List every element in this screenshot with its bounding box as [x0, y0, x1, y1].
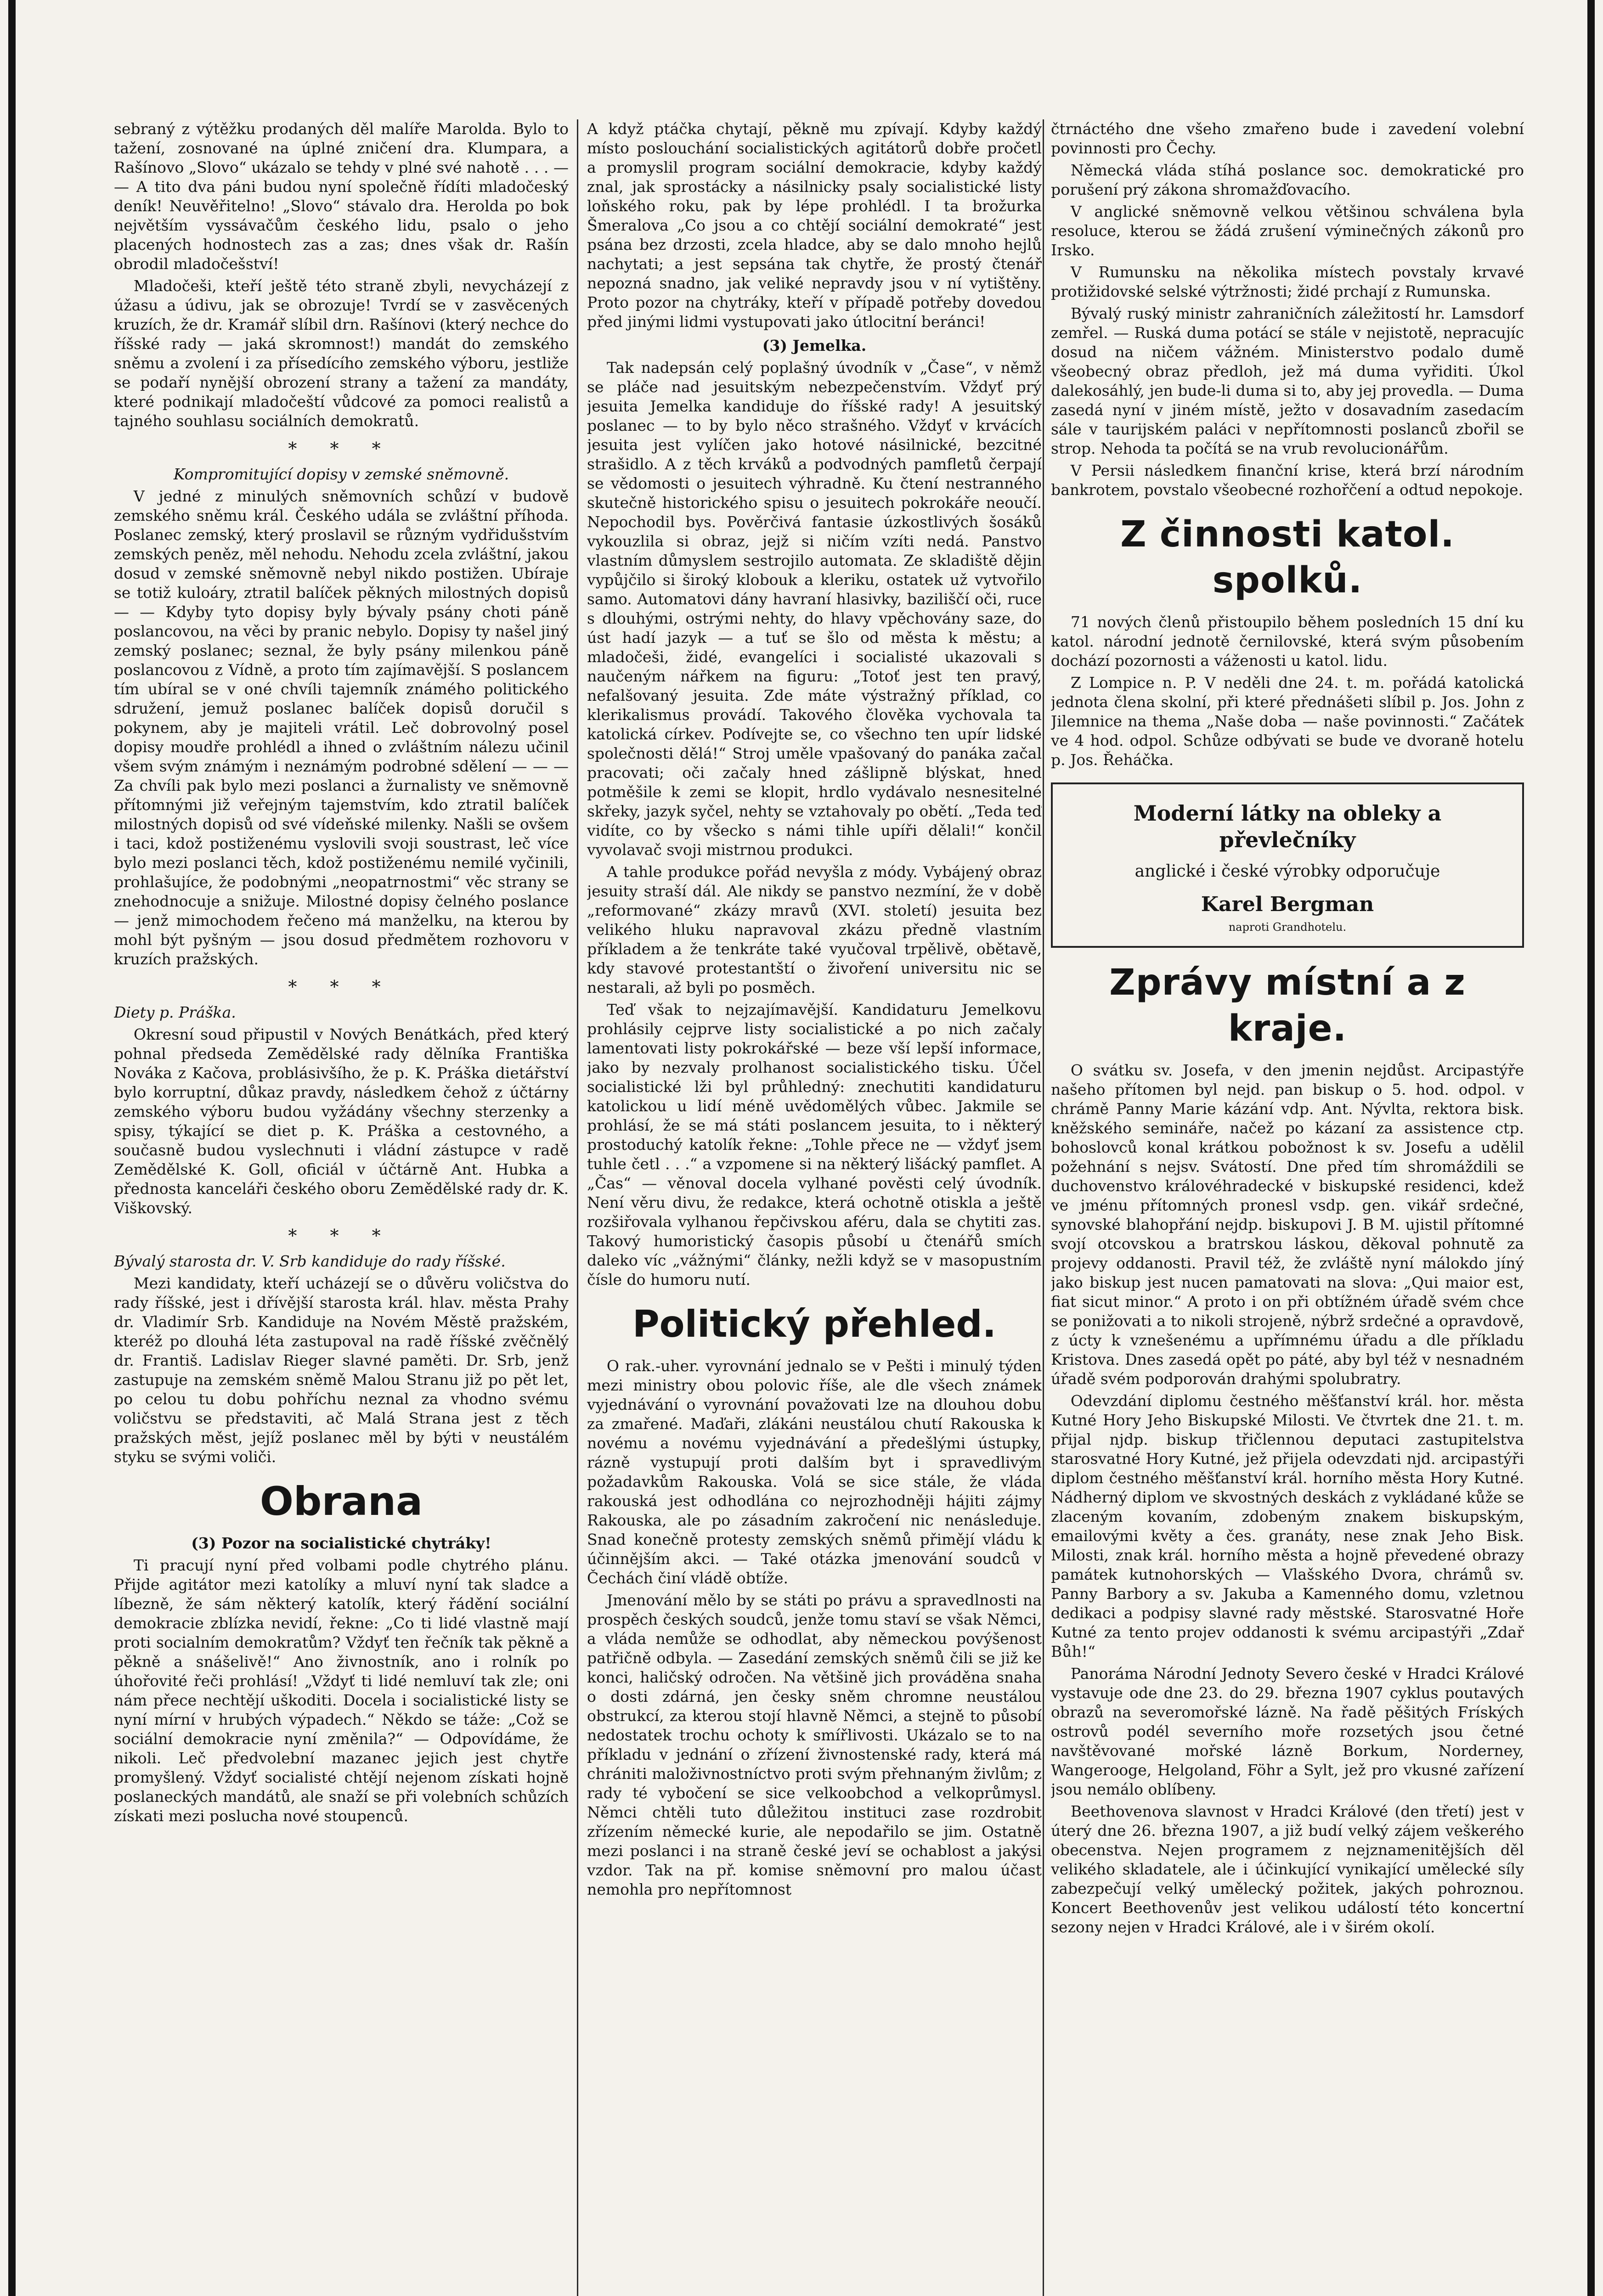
right-binding-edge [1587, 0, 1595, 2296]
article-paragraph: čtrnáctého dne všeho zmařeno bude i zavedení volební povinnosti pro Čechy. [1051, 120, 1524, 157]
story-title: Diety p. Práška. [114, 1003, 236, 1021]
column-rule-2 [1043, 119, 1044, 2296]
section-heading-cinnosti: Z činnosti katol. spolků. [1120, 514, 1455, 601]
section-heading-obrana: Obrana [260, 1479, 423, 1525]
article-paragraph: Mladočeši, kteří ještě této straně zbyli, nevycházejí z úžasu a údivu, jak se obrozuje! Tvrdí se v zasvěcených kruzích, že dr. Kramář slíbil drn. Rašínovi (který nechce do říšské rady — jaká skromnost!) mandát do zemského sněmu a zvolení i za přísedícího zemského výboru, jestliže se podaří nynější obrození strany a tažení za mandáty, které podnikají mladočeští vůdcové za pomoci realistů a tajného souhlasu sociálních demokratů. [114, 277, 569, 430]
story-title: (3) Pozor na socialistické chytráky! [191, 1534, 491, 1552]
column-rule-1 [577, 119, 578, 2296]
section-heading-politicky: Politický přehled. [632, 1303, 996, 1345]
story-title: Kompromitující dopisy v zemské sněmovně. [173, 465, 509, 483]
column-2 [587, 119, 1042, 2296]
article-paragraph: Z Lompice n. P. V neděli dne 24. t. m. pořádá katolická jednota člena skolní, při které přednášeti slíbil p. Jos. John z Jilemnice na thema „Naše doba — naše povinnosti.“ Začátek ve 4 hod. odpol. Schůze odbývati se bude ve dvoraně hotelu p. Jos. Řeháčka. [1051, 674, 1524, 769]
advertisement-box [1051, 782, 1524, 948]
article-paragraph: V anglické sněmovně velkou většinou schválena byla resoluce, kterou se žádá zrušení výminečných zákonů pro Irsko. [1051, 203, 1524, 259]
article-paragraph: Bývalý ruský ministr zahraničních záležitostí hr. Lamsdorf zemřel. — Ruská duma potácí se stále v nejistotě, nepracujíc dosud na ničem vážném. Ministerstvo podalo dumě všeobecný obraz předloh, jež má duma vyřiditi. Úkol dalekosáhlý, jen bude-li duma si to, aby jej provedla. — Duma zasedá nyní v jiném místě, ježto v dosavadním zasedacím sále v taurijském paláci v nepřítomnosti poslanců zbořil se strop. Nehoda ta počítá se na vrub revolucionářům. [1051, 304, 1524, 457]
section-separator: * * * [288, 977, 395, 997]
article-paragraph: O rak.-uher. vyrovnání jednalo se v Pešti i minulý týden mezi ministry obou polovic říše, ale dle všech známek vyjednávání o vyrovnání považovati lze na dlouhou dobu za zmařené. Maďaři, zlákáni neustálou chutí Rakouska k novému a novému vyjednávání a předešlými ústupky, rázně vystupují proti dalším byt i spravedlivým požadavkům Rakouska. Volá se sice stále, že vláda rakouská jest odhodlána co nejrozhodněji hájiti zájmy Rakouska, ale po zásadním zakročení nic nenásleduje. Snad konečně protesty zemských sněmů přimějí vládu k účinnějším akci. — Také otázka jmenování soudců v Čechách činí vládě obtíže. [587, 1357, 1042, 1587]
article-paragraph: O svátku sv. Josefa, v den jmenin nejdůst. Arcipastýře našeho přítomen byl nejd. pan biskup o 5. hod. odpol. v chrámě Panny Marie kázání vdp. Ant. Nývlta, rektora bisk. kněžského semináře, načež po kázaní za assistence ctp. bohoslovců konal krátkou pobožnost k sv. Josefu a udělil požehnání s nejsv. Svátostí. Dne před tím shromáždili se duchovenstvo královéhradecké v biskupské residenci, kdež ve jménu přítomných pronesl vsdp. gen. vikář srdečné, synovské blahopřání nejdp. biskupovi J. B M. ujistil přítomné svojí otcovskou a bratrskou láskou, děkoval pohnutě za projevy oddanosti. Pravil též, že zvláště nyní málokdo jíný jako biskup jest nucen pamatovati na slova: „Qui maior est, fiat sicut minor.“ A proto i on při obtížném úřadě svém chce se ponižovati a to nikoli strojeně, nýbrž srdečné a opravdově, z úcty k vznešenému a upřímnému úřadu a dle příkladu Kristova. Dnes zasedá opět po páté, aby byl též v nesnadném úřadě svém podporován drahými spolubratry. [1051, 1061, 1524, 1388]
article-paragraph: A když ptáčka chytají, pěkně mu zpívají. Kdyby každý místo poslouchání socialistických agitátorů dobře pročetl a promyslil program sociální demokracie, kdyby každý znal, jak sprostácky a násilnicky psaly socialistické listy loňského roku, pak by lépe prohlédl. I ta brožurka Šmeralova „Co jsou a co chtějí sociální demokraté“ jest psána bez drzosti, zcela hladce, aby se dalo mnoho hejlů nachytati; a jest sepsána tak chytře, že prostý čtenář nepozná snadno, jak veliké nepravdy jsou v ní vytištěny. Proto pozor na chytráky, kteří v případě potřeby dovedou před jinými lidmi vystupovati jako útlocitní beránci! [587, 120, 1042, 331]
story-title: Bývalý starosta dr. V. Srb kandidujе do rady říšské. [114, 1252, 506, 1270]
article-paragraph: Mezi kandidaty, kteří ucházejí se o důvěru voličstva do rady říšské, jest i dřívější starosta král. hlav. města Prahy dr. Vladimír Srb. Kandiduje na Novém Městě pražském, kteréž po dlouhá léta zastupoval na radě říšské zvěčnělý dr. Františ. Ladislav Rieger slavné paměti. Dr. Srb, jenž zastupuje na zemském sněmě Malou Stranu již po pět let, po celou tu dobu pohříchu neznal za vhodno svému voličstvu se představiti, ač Malá Strana jest z těch pražských měst, jejíž poslanec měl by býti v neustálém styku se svými voliči. [114, 1274, 569, 1466]
article-paragraph: Jmenování mělo by se státi po právu a spravedlnosti na prospěch českých soudců, jenže tomu staví se však Němci, a vláda nemůže se odhodlat, aby německou povýšenost patřičně odbyla. — Zasedání zemských sněmů čili se již ke konci, haličský odročen. Na většině jich prováděna snaha o dosti zdárná, jen česky sněm chromne neustálou obstrukcí, za kterou stojí hlavně Němci, a stejně to působí nedostatek trochu ochoty k smířlivosti. Ukázalo se to na příkladu v jednání o zřízení živnostenské rady, která má chrániti maloživnostníctvo proti svým přehnaným živlům; z rady té vybočení se sice velkoobchod a velkoprůmysl. Němci chtěli tuto důležitou instituci zase rozdrobit zřízením německé kurie, ale nepodařilo se jim. Ostatně mezi poslanci i na straně české jeví se ochablost a jakýsi vzdor. Tak na př. komise sněmovní pro malou účast nemohla pro nepřítomnost [587, 1591, 1042, 1898]
article-paragraph: V Persii následkem finanční krise, která brzí národním bankrotem, povstalo všeobecné rozhořčení a odtud nepokoje. [1051, 461, 1524, 499]
article-paragraph: A tahle produkce pořád nevyšla z módy. Vybájený obraz jesuity straší dál. Ale nikdy se panstvo nezmíní, že v době „reformované“ zkázy mravů (XVI. století) jesuita bez velikého hluku napravoval zkázu předně vlastním příkladem a že tenkráte také vyučoval trpělivě, obětavě, kdy stavové protestantští o živoření universitu nic se nestarali, až byli po posměch. [587, 863, 1042, 996]
article-paragraph: V Rumunsku na několika místech povstaly krvavé protižidovské selské výtržnosti; židé prchají z Rumunska. [1051, 263, 1524, 300]
ad-address: naproti Grandhotelu. [1228, 921, 1347, 934]
ad-merchant-name: Karel Bergman [1201, 893, 1374, 916]
article-paragraph: Tak nadepsán celý poplašný úvodník v „Čase“, v němž se pláče nad jesuitským nebezpečenstvím. Vždyť prý jesuita Jemelka kandiduje do říšské rady! A jesuitský poslanec — to by bylo něco strašného. Vždyť v krvácích jesuita jest vylíčen jako hotové násilnické, bezcitné strašidlo. A z těch krváků a podvodných pamfletů čerpají se vědomosti o jesuitech výhradně. Ku čtení nestranného skutečně historického spisu o jesuitech pokrokáře neoučí. Nepochodil bys. Pověrčivá fantasie úzkostlivých šosáků vykouzlila si obraz, jejž si ničím vzíti nedá. Panstvo vlastním důmyslem sestrojilo automata. Ze skladiště dějin vypůjčilo si široký klobouk a kleriku, ostatek už vytvořilo samo. Automatovi dány havraní hlasivky, baziliščí oči, ruce s dlouhými, ostrými nehty, do hlavy vpěchovány saze, do úst hadí jazyk — a tuť se šlo od města k městu; a mladočeši, židé, evangelíci i socialisté ukazovali s naučeným nářkem na figuru: „Totoť jest ten pravý, nefalšovaný jesuita. Zde máte výstražný příklad, co klerikalismus provádí. Takového člověka vychovala ta katolická církev. Podívejte se, co všechno ten upír lidské společnosti dělá!“ Stroj uměle vpašovaný do panáka začal pracovati; oči začaly hned zášlipně blýskat, hned potměšile k zemi se klopit, hrdlo vydávalo nesnesitelné skřeky, jazyk syčel, nehty se vztahovaly po obětí. „Teda teď vidíte, co by všecko s námi tihle upíři dělali!“ končil vyvolavač svoji mistrnou produkci. [587, 359, 1042, 859]
section-separator: * * * [288, 1226, 395, 1246]
article-paragraph: 71 nových členů přistoupilo během posledních 15 dní ku katol. národní jednotě černilovské, která svým působením dochází pozornosti a váženosti u katol. lidu. [1051, 613, 1524, 670]
section-heading-zpravy: Zprávy místní a z kraje. [1109, 962, 1466, 1049]
column-3 [1051, 119, 1524, 2296]
article-paragraph: Německá vláda stíhá poslance soc. demokratické pro porušení prý zákona shromažďovacího. [1051, 161, 1524, 198]
article-paragraph: Panoráma Národní Jednoty Severo české v Hradci Králové vystavuje ode dne 23. do 29. března 1907 cyklus poutavých obrazů na severomořské lázně. Na řadě pěšitých Fríských ostrovů podél severního moře rozsetých jsou četné navštěvované mořské lázně Borkum, Norderney, Wangerooge, Helgoland, Föhr a Sylt, jež pro vkusné zařízení jsou nemálo oblíbeny. [1051, 1665, 1524, 1798]
column-1 [114, 119, 569, 2296]
left-binding-edge [8, 0, 16, 2296]
article-paragraph: sebraný z výtěžku prodaných děl malíře Marolda. Bylo to tažení, zosnované na úplné zničení dra. Klumpara, a Rašínovo „Slovo“ ukázalo se tehdy v plné své nahotě . . . — — A tito dva páni budou nyní společně řídíti mladočeský deník! Neuvěřitelno! „Slovo“ stávalo dra. Herolda po bok největším vyssávačům českého lidu, psalo o jeho placených hodnostech zas a zas; dnes však dr. Rašín obrodil mladočešství! [114, 120, 569, 273]
article-paragraph: Ti pracují nyní před volbami podle chytrého plánu. Přijde agitátor mezi katolíky a mluví nyní tak sladce a líbezně, že sám některý katolík, který řádění sociální demokracie zblízka nevidí, řekne: „Co ti lidé vlastně mají proti socialním demokratům? Vždyť ten řečník tak pěkně a pěkně a snášelivě!“ Ano živnostník, ano i rolník po úhořovité řeči prohlásí! „Vždyť ti lidé nemluví tak zle; oni nám přece nechtějí uškoditi. Docela i socialistické listy se nyní mírní v hrubých výpadech.“ Někdo se táže: „Což se sociální demokracie nyní změnila?“ — Odpovídáme, že nikoli. Leč předvolební mazanec jejich jest chytře promyšlený. Vždyť socialisté chtějí nejenom získati hojně poslaneckých mandátů, ale snaží se při volebních schůzích získati mezi poslucha nové stoupenců. [114, 1556, 569, 1825]
article-paragraph: V jedné z minulých sněmovních schůzí v budově zemského sněmu král. Českého udála se zvláštní příhoda. Poslanec zemský, který proslavil se různým vydřidušstvím zemských peněz, měl nehodu. Nehodu zcela zvláštní, jakou dosud v zemské sněmovně nebyl nikdo postižen. Ubíraje se totiž kuloáry, ztratil balíček pěkných milostných dopisů — — Kdyby tyto dopisy byly bývaly psány choti páně poslancovou, na věci by pranic nebylo. Dopisy ty našel jiný zemský poslanec; seznal, že byly psány milenkou páně poslancovou z Vídně, a proto tím zajímavější. S poslancem tím ubíral se v oné chvíli tajemník známého politického sdružení, jemuž poslanec balíček dopisů doručil s pokynem, aby je majiteli vrátil. Leč dobrovolný posel dopisy moudře prohlédl a ihned o zvláštním nálezu učinil všem svým známým i neznámým podrobné sdělení — — — Za chvíli pak bylo mezi poslanci a žurnalisty ve sněmovně přítomnými již veřejným tajemstvím, kdo ztratil balíček milostných dopisů od své vídeňské milenky. Našli se ovšem i taci, kdož postiženému vyslovili svoji soustrast, leč více bylo mezi poslanci těch, kdož postiženému nemilé vyčinili, prohlašujíce, že podobnými „neopatrnostmi“ věc strany se znehodnocuje a snižuje. Milostné dopisy čelného poslance — jenž mimochodem řečeno má manželku, na kterou by mohl být pyšným — jsou dosud předmětem rozhovoru v kruzích pražských. [114, 487, 569, 968]
article-paragraph: Okresní soud připustil v Nových Benátkách, před který pohnal předseda Zemědělské rady dělníka Františka Nováka z Kačova, problásivšího, že p. K. Práška dietářství bylo korruptní, důkaz pravdy, následkem čehož z účtárny zemského výboru budou vyžádány všechny sterzenky a spisy, týkající se diet p. K. Práška a cestovného, a současně budou vyslechnuti i vládní zástupce v radě Zemědělské K. Goll, oficiál v účtárně Ant. Hubka a přednosta kanceláři českého oboru Zemědělské rady dr. K. Viškovský. [114, 1025, 569, 1217]
story-title: (3) Jemelka. [762, 337, 867, 355]
article-paragraph: Beethovenova slavnost v Hradci Králové (den třetí) jest v úterý dne 26. března 1907, a již budí velký zájem veškerého obecenstva. Nejen programem z nejznamenitějších děl velikého skladatele, ale i účinkující vynikající umělecké síly zabezpečují velký umělecký požitek, jakých pohroznou. Koncert Beethovenův jest velikou událostí této koncertní sezony nejen v Hradci Králové, ale i v širém okolí. [1051, 1802, 1524, 1936]
article-paragraph: Teď však to nejzajímavější. Kandidaturu Jemelkovu prohlásily cejprve listy socialistické a po nich začaly lamentovati listy pokrokářské — beze vší lepší informace, jako by nezvaly prolhanost socialistického tisku. Účel socialistické lži byl průhledný: znechutiti kandidaturu katolickou u lidí méně uvědomělých vůbec. Jakmile se prohlásí, že se má státi poslancem jesuita, to i některý prostoduchý katolík řekne: „Tohle přece ne — vždyť jsem tuhle četl . . .“ a vzpomene si na některý lišácký pamflet. A „Čas“ — věnoval docela vylhané pověsti celý úvodník. Není věru divu, že redakce, která ochotně otiskla a ještě rozšiřovala vylhanou řepčivskou aféru, dala se chytiti zas. Takový humoristický časopis působí u čtenářů smích daleko víc „vážnými“ články, nežli když se v masopustním čísle do humoru nutí. [587, 1001, 1042, 1289]
section-separator: * * * [288, 439, 395, 459]
ad-subline: anglické i české výrobky odporučuje [1135, 862, 1440, 881]
article-paragraph: Odevzdání diplomu čestného měšťanství král. hor. města Kutné Hory Jeho Biskupské Milosti. Ve čtvrtek dne 21. t. m. přijal njdp. biskup třičlennou deputaci zastupitelstva starosvatné Hory Kutné, jež přijela odevzdati njd. arcipastýři diplom čestného měšťanství král. horního města Hory Kutné. Nádherný diplom ve skvostných deskách z vykládané kůže se zlaceným kovaním, zdobeným znakem biskupským, emailovými květy a čes. granáty, nese znak Jeho Bisk. Milosti, znak král. horního města a hojně převedené obrazy památek kutnohorských — Vlašského Dvora, chrámů sv. Panny Barbory a sv. Jakuba a Kamenného domu, vzletnou dedikaci a podpisy slavné rady městské. Starosvatné Hoře Kutné za tento projev oddanosti k svému arcipastýři „Zdař Bůh!“ [1051, 1392, 1524, 1660]
ad-headline: Moderní látky na obleky a převlečníky [1133, 801, 1442, 852]
